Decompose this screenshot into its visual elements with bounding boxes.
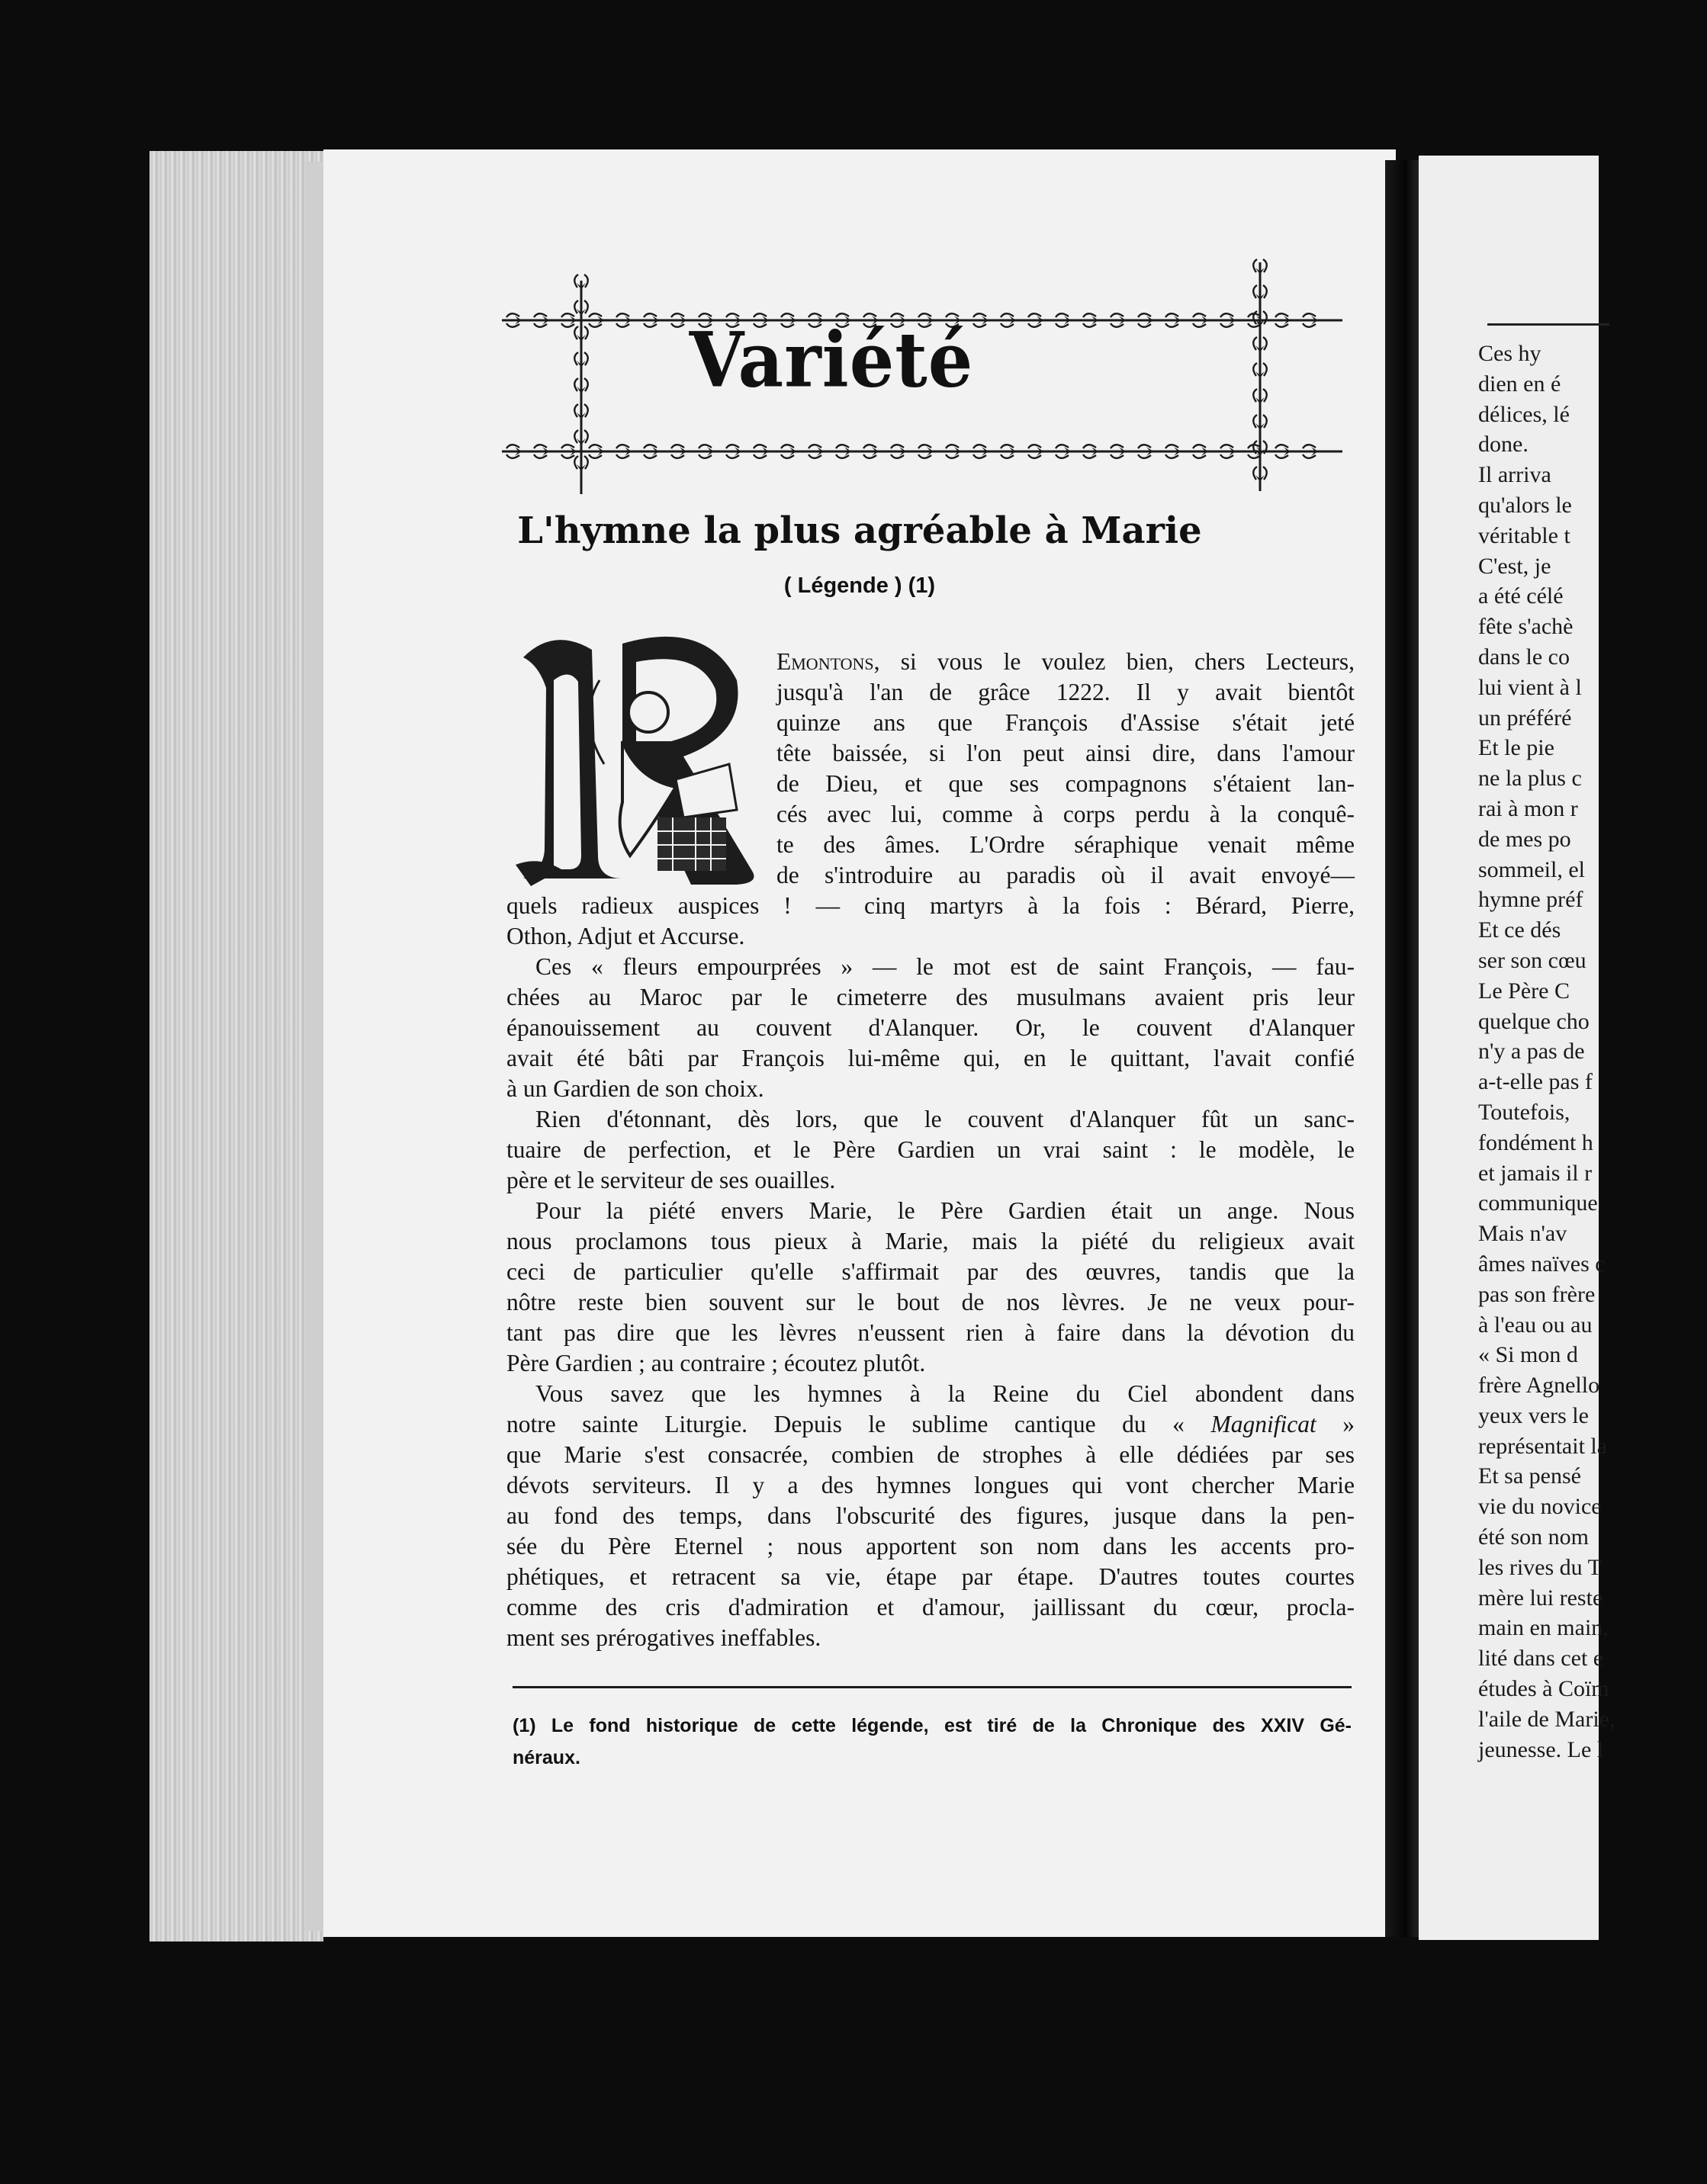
right-page-line: mère lui reste xyxy=(1478,1585,1603,1611)
section-title: Variété xyxy=(689,315,974,405)
right-page-line: lité dans cet e xyxy=(1478,1646,1604,1672)
right-page-line: dien en é xyxy=(1478,371,1561,397)
body-line: de Dieu, et que ses compagnons s'étaient lan- xyxy=(776,770,1355,797)
right-page-line: études à Coïm xyxy=(1478,1676,1609,1702)
body-line: chées au Maroc par le cimeterre des musulmans avaient pris leur xyxy=(506,984,1355,1010)
right-page-line: Ces hy xyxy=(1478,341,1541,366)
right-page-line: ne la plus c xyxy=(1478,766,1582,792)
right-page-line: délices, lé xyxy=(1478,401,1570,427)
right-page-line: a-t-elle pas f xyxy=(1478,1069,1593,1095)
body-line: dévots serviteurs. Il y a des hymnes longues qui vont chercher Marie xyxy=(506,1472,1355,1498)
body-line: te des âmes. L'Ordre séraphique venait même xyxy=(776,831,1355,858)
body-line: à un Gardien de son choix. xyxy=(506,1075,764,1102)
right-page-line: « Si mon d xyxy=(1478,1342,1578,1368)
body-line: Père Gardien ; au contraire ; écoutez plutôt. xyxy=(506,1350,926,1376)
body-line: comme des cris d'admiration et d'amour, jaillissant du cœur, procla- xyxy=(506,1594,1355,1620)
right-page-line: hymne préf xyxy=(1478,887,1583,913)
body-line: au fond des temps, dans l'obscurité des figures, jusque dans la pen- xyxy=(506,1502,1355,1529)
right-page-line: été son nom xyxy=(1478,1524,1589,1550)
body-line: quels radieux auspices ! — cinq martyrs à la fois : Bérard, Pierre, xyxy=(506,892,1355,919)
right-page-line: dans le co xyxy=(1478,644,1570,670)
footnote-rule xyxy=(513,1686,1352,1688)
right-page-line: C'est, je xyxy=(1478,553,1551,579)
body-line: jusqu'à l'an de grâce 1222. Il y avait bientôt xyxy=(776,679,1355,705)
right-page-line: jeunesse. Le l xyxy=(1478,1736,1604,1762)
right-page-line: et jamais il r xyxy=(1478,1160,1593,1186)
right-page-line: ser son cœu xyxy=(1478,947,1586,973)
body-line: père et le serviteur de ses ouailles. xyxy=(506,1167,836,1193)
right-page-line: fondément h xyxy=(1478,1129,1593,1155)
right-page-line: sommeil, el xyxy=(1478,856,1585,882)
body-line: ceci de particulier qu'elle s'affirmait par des œuvres, tandis que la xyxy=(506,1258,1355,1285)
body-line: nôtre reste bien souvent sur le bout de nos lèvres. Je ne veux pour- xyxy=(506,1289,1355,1315)
right-page-line: vie du novice xyxy=(1478,1494,1602,1520)
body-line: tant pas dire que les lèvres n'eussent rien à faire dans la dévotion du xyxy=(506,1319,1355,1346)
body-line: nous proclamons tous pieux à Marie, mais la piété du religieux avait xyxy=(506,1228,1355,1254)
right-page-line: Et sa pensé xyxy=(1478,1463,1581,1489)
body-line: tuaire de perfection, et le Père Gardien un vrai saint : le modèle, le xyxy=(506,1136,1355,1163)
right-page-line: Le Père C xyxy=(1478,978,1570,1004)
article-body xyxy=(506,647,1355,1653)
right-page-line: âmes naïves c xyxy=(1478,1251,1606,1277)
body-line: phétiques, et retracent sa vie, étape par étape. D'autres toutes courtes xyxy=(506,1563,1355,1590)
right-page-line: un préféré xyxy=(1478,705,1572,731)
right-page-line: yeux vers le xyxy=(1478,1402,1589,1428)
footnote-line-2: néraux. xyxy=(513,1747,580,1768)
right-page-line: lui vient à l xyxy=(1478,674,1582,700)
right-page-line: Mais n'av xyxy=(1478,1221,1567,1247)
right-page-line: Et le pie xyxy=(1478,735,1554,761)
body-line: avait été bâti par François lui-même qui, en le quittant, l'avait confié xyxy=(506,1045,1355,1071)
footnote xyxy=(513,1710,1352,1774)
article-legend: ( Légende ) (1) xyxy=(783,573,936,598)
article-title: L'hymne la plus agréable à Marie xyxy=(517,509,1202,552)
right-page-line: n'y a pas de xyxy=(1478,1039,1585,1065)
right-page-line: quelque cho xyxy=(1478,1008,1590,1034)
right-page-text xyxy=(1478,339,1707,1765)
body-line: notre sainte Liturgie. Depuis le sublime cantique du « Magnificat » xyxy=(506,1411,1355,1437)
body-line: sée du Père Eternel ; nous apportent son nom dans les accents pro- xyxy=(506,1533,1355,1559)
right-page-line: les rives du T xyxy=(1478,1554,1602,1580)
right-page-line: frère Agnello xyxy=(1478,1373,1600,1399)
right-page-line: qu'alors le xyxy=(1478,492,1572,518)
right-page-line: communique xyxy=(1478,1190,1598,1216)
right-page-line: représentait la xyxy=(1478,1433,1608,1459)
right-page-line: done. xyxy=(1478,432,1529,458)
right-page-line: de mes po xyxy=(1478,826,1571,852)
right-page-line: fête s'achè xyxy=(1478,614,1574,640)
body-line: épanouissement au couvent d'Alanquer. Or, le couvent d'Alanquer xyxy=(506,1014,1355,1041)
right-page xyxy=(1419,156,1615,1940)
body-line: quinze ans que François d'Assise s'était jeté xyxy=(776,709,1355,736)
body-line: Rien d'étonnant, dès lors, que le couvent d'Alanquer fût un sanc- xyxy=(535,1106,1355,1132)
right-page-line: pas son frère xyxy=(1478,1281,1596,1307)
right-page-line: à l'eau ou au xyxy=(1478,1312,1593,1338)
page-edges xyxy=(149,151,323,1942)
book-gutter xyxy=(1385,160,1419,1937)
body-line: Pour la piété envers Marie, le Père Gardien était un ange. Nous xyxy=(535,1197,1355,1224)
right-page-line: a été célé xyxy=(1478,583,1564,609)
body-line: ment ses prérogatives ineffables. xyxy=(506,1624,821,1651)
right-page-line: main en main, xyxy=(1478,1615,1609,1641)
body-line: Emontons, si vous le voulez bien, chers Lecteurs, xyxy=(776,648,1355,675)
body-line: Ces « fleurs empourprées » — le mot est de saint François, — fau- xyxy=(535,953,1355,980)
body-line: Vous savez que les hymnes à la Reine du Ciel abondent dans xyxy=(535,1380,1355,1407)
right-page-line: rai à mon r xyxy=(1478,795,1578,821)
right-page-line: Et ce dés xyxy=(1478,917,1561,943)
right-page-line: Toutefois, xyxy=(1478,1099,1570,1125)
body-line: de s'introduire au paradis où il avait envoyé— xyxy=(776,862,1355,888)
right-page-line: véritable t xyxy=(1478,522,1570,548)
right-page-line: l'aile de Marie, xyxy=(1478,1706,1615,1732)
body-line: cés avec lui, comme à corps perdu à la conquê- xyxy=(776,801,1355,827)
right-page-line: Il arriva xyxy=(1478,462,1551,488)
footnote-line-1: (1) Le fond historique de cette légende, est tiré de la Chronique des XXIV Gé- xyxy=(513,1715,1352,1736)
body-line: Othon, Adjut et Accurse. xyxy=(506,923,745,949)
body-line: que Marie s'est consacrée, combien de strophes à elle dédiées par ses xyxy=(506,1441,1355,1468)
body-line: tête baissée, si l'on peut ainsi dire, dans l'amour xyxy=(776,740,1355,766)
